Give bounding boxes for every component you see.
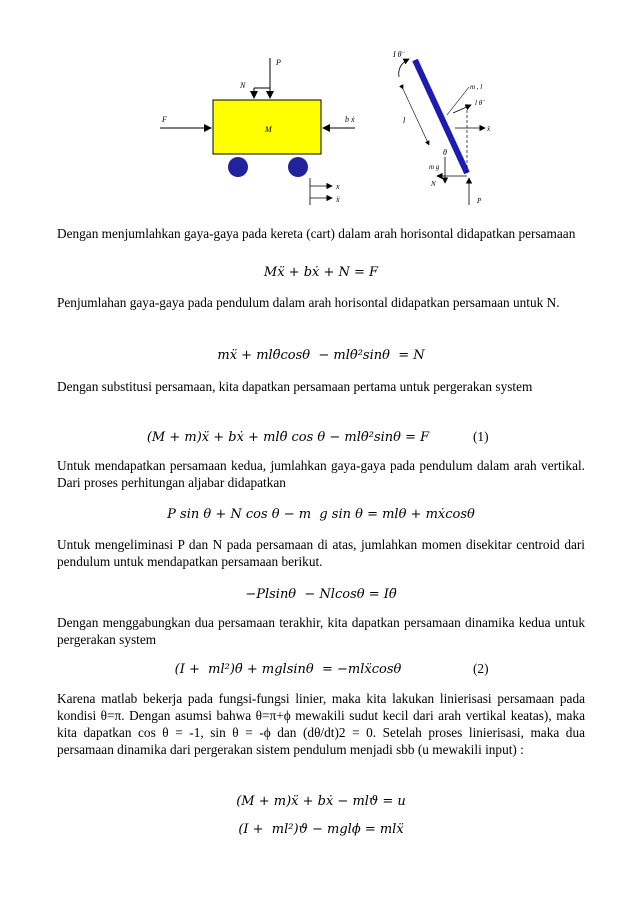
label-mg: m g xyxy=(429,163,440,171)
paragraph-2: Penjumlahan gaya-gaya pada pendulum dalam arah horisontal didapatkan persamaan untuk N. xyxy=(57,295,560,310)
label-theta: θ xyxy=(443,148,447,157)
label-ml: m , l xyxy=(470,83,483,91)
label-pxdd: ẍ xyxy=(487,125,491,133)
label-xdd: ẍ xyxy=(336,195,340,204)
label-n: N xyxy=(240,81,246,90)
label-lthetadd: l θ̈ xyxy=(475,99,483,107)
label-l: l xyxy=(403,116,406,125)
label-itheta: I θ̈ xyxy=(393,50,402,59)
paragraph-7: Karena matlab bekerja pada fungsi-fungsi linier, maka kita lakukan linierisasi persamaan pada kondisi θ=π. Dengan asumsi bahwa θ=π+ϕ mewakili sudut kecil dari arah vertikal keatas), maka kita dapatkan cos θ = -1, sin θ = -ϕ dan (dθ/dt)2 = 0. Setelah proses linierisasi, maka dua persamaan dinamika dari pergerakan sistem pendulum menjadi sbb (u mewakili input) : xyxy=(57,691,585,757)
equation-8: (I + ml²)ϑ − mglϕ = mlẍ xyxy=(238,822,404,837)
label-pp: P xyxy=(477,197,482,205)
pendulum-diagram xyxy=(385,45,515,210)
equation-3-number: (1) xyxy=(473,429,489,444)
equation-6-number: (2) xyxy=(473,661,489,676)
equation-5: −Plsinθ − Nlcosθ = Iθ̈ xyxy=(245,587,397,602)
equation-2: mẍ + mlθ̈cosθ − mlθ̇²sinθ = N xyxy=(217,348,425,363)
paragraph-4: Untuk mendapatkan persamaan kedua, jumlahkan gaya-gaya pada pendulum dalam arah vertikal. Dari proses perhitungan aljabar didapatkan xyxy=(57,458,585,490)
label-bx: b ẋ xyxy=(345,115,355,124)
equation-1: Mẍ + bẋ + N = F xyxy=(263,265,379,280)
pendulum-rod xyxy=(415,60,467,173)
paragraph-6: Dengan menggabungkan dua persamaan terakhir, kita dapatkan persamaan dinamika kedua untuk pergerakan system xyxy=(57,615,585,647)
equation-3: (M + m)ẍ + bẋ + mlθ̈ cos θ − mlθ̇²sinθ = F xyxy=(146,430,430,445)
cart-wheel-right xyxy=(288,157,308,177)
equation-6: (I + ml²)θ̈ + mglsinθ = −mlẍcosθ xyxy=(174,662,402,677)
moment-arrow xyxy=(399,59,409,77)
paragraph-1: Dengan menjumlahkan gaya-gaya pada kereta (cart) dalam arah horisontal didapatkan persamaan xyxy=(57,226,576,241)
paragraph-3: Dengan substitusi persamaan, kita dapatkan persamaan pertama untuk pergerakan system xyxy=(57,379,533,394)
equation-7: (M + m)ẍ + bẋ − mlϑ = u xyxy=(236,794,406,809)
cart-wheel-left xyxy=(228,157,248,177)
label-m: M xyxy=(265,125,272,134)
cart-diagram xyxy=(150,50,370,210)
label-x: x xyxy=(336,182,340,191)
label-pn: N xyxy=(431,180,436,188)
equation-4: P sin θ + N cos θ − m g sin θ = mlθ + mẋcosθ xyxy=(167,507,475,522)
label-p: P xyxy=(276,58,281,67)
tangential-arrow xyxy=(453,105,471,113)
length-dimension xyxy=(403,89,429,145)
paragraph-5: Untuk mengeliminasi P dan N pada persamaan di atas, jumlahkan momen disekitar centroid dari pendulum untuk mendapatkan persamaan berikut. xyxy=(57,537,585,569)
label-f: F xyxy=(162,115,167,124)
